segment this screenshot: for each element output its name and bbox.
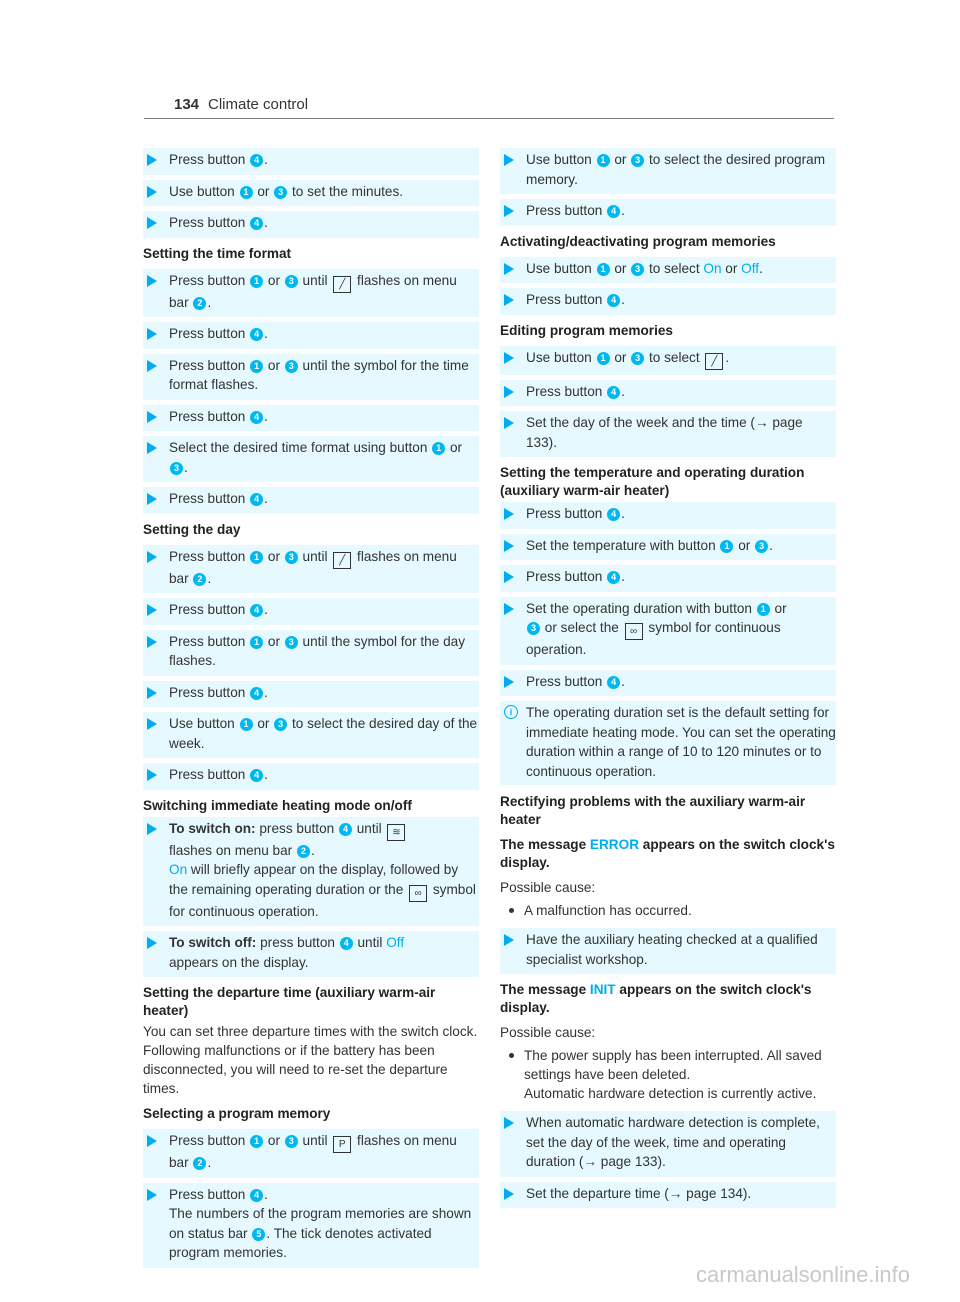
arrow-icon (147, 186, 157, 198)
heading-select-memory: Selecting a program memory (143, 1106, 331, 1121)
step (500, 597, 836, 665)
step: Press button 4 . (500, 288, 836, 315)
step-text: Press button (526, 673, 603, 689)
wrench-icon: ╱ (333, 276, 351, 293)
step-text: or (267, 272, 280, 288)
step-text: Press button (169, 215, 246, 230)
step-text: or (267, 548, 280, 564)
step-text: until the symbol for the time format flashes. (169, 357, 469, 392)
step: Press button 4 . The numbers of the program memories are shown on status bar 5 . The tick denotes activated program memories. (143, 1183, 479, 1268)
heading-text: appears on the switch clock's display. (500, 982, 812, 1015)
step: Press button 1 or 3 until ╱ flashes on menu bar 2 . (143, 269, 479, 318)
marker-1: 1 (432, 442, 445, 455)
step-text: The numbers of the program memories are shown on status bar (169, 1206, 472, 1241)
step-text: or (267, 1133, 280, 1148)
infinity-icon: ∞ (625, 623, 643, 640)
arrow-icon (147, 937, 157, 949)
arrow-icon (147, 493, 157, 505)
step-text: to select (648, 260, 700, 276)
marker-1: 1 (250, 360, 263, 373)
arrow-icon (147, 1189, 157, 1201)
marker-1: 1 (597, 352, 610, 365)
arrow-icon (147, 275, 157, 287)
step-text: until (302, 272, 328, 288)
step: Use button 1 or 3 to select On or Off. (500, 257, 836, 284)
step: Press button 1 or 3 until P flashes on menu bar 2 . (143, 1129, 479, 1178)
step-text: symbol for continuous operation. (169, 881, 476, 919)
info-note (500, 701, 836, 785)
step-text: or (257, 183, 270, 199)
arrow-icon (147, 328, 157, 340)
step-text: Press button (526, 569, 603, 584)
arrow-icon (147, 718, 157, 730)
step: Press button 4 . (500, 199, 836, 226)
marker-3: 3 (631, 352, 644, 365)
marker-4: 4 (250, 687, 263, 700)
marker-4: 4 (250, 1189, 263, 1202)
arrow-icon (147, 551, 157, 563)
program-icon: P (333, 1136, 351, 1153)
marker-1: 1 (250, 551, 263, 564)
arrow-icon (504, 386, 514, 398)
step: Select the desired time format using button 1 or 3 . (143, 436, 479, 482)
marker-4: 4 (607, 294, 620, 307)
step-text: or select the (544, 620, 619, 635)
step-text: until (302, 1133, 328, 1148)
page-header (144, 96, 834, 119)
marker-3: 3 (285, 275, 298, 288)
step: Press button 4 . (143, 405, 479, 432)
step-text: press button (260, 935, 335, 950)
watermark-url: carmanualsonline.info (695, 1262, 910, 1287)
arrow-icon (147, 769, 157, 781)
step-text: until the symbol for the day flashes. (169, 633, 466, 668)
bullet-text: Automatic hardware detection is currently active. (524, 1086, 817, 1101)
step-label: To switch off: (169, 935, 257, 950)
arrow-icon (504, 352, 514, 364)
status-on: On (169, 862, 188, 877)
marker-4: 4 (250, 154, 263, 167)
step-text: Press button (169, 408, 246, 424)
heading-departure-time: Setting the departure time (auxiliary warm-air heater) (143, 985, 436, 1018)
marker-4: 4 (250, 493, 263, 506)
marker-4: 4 (607, 508, 620, 521)
bullet-dot (509, 908, 514, 913)
marker-4: 4 (339, 823, 352, 836)
step-text: Press button (169, 491, 246, 506)
arrow-icon (147, 217, 157, 229)
step: Press button 4 . (143, 681, 479, 708)
info-icon: i (504, 705, 518, 719)
step-text: Use button (169, 716, 235, 731)
step (143, 630, 479, 676)
marker-2: 2 (193, 297, 206, 310)
step-text: to set the minutes. (291, 183, 404, 199)
heading-error-message (500, 836, 836, 872)
step (143, 180, 479, 207)
marker-4: 4 (250, 411, 263, 424)
marker-4: 4 (607, 205, 620, 218)
step-text: Press button (169, 633, 246, 649)
step: Press button 4 . (143, 148, 479, 175)
marker-3: 3 (631, 154, 644, 167)
arrow-icon (504, 263, 514, 275)
marker-2: 2 (193, 1157, 206, 1170)
marker-1: 1 (597, 154, 610, 167)
heading-text: The message (500, 982, 587, 997)
step-text: Press button (169, 1186, 246, 1202)
heating-icon: ≋ (387, 824, 405, 841)
step-text: The tick denotes activated program memories. (169, 1225, 432, 1260)
step: Press button 4 . (500, 670, 836, 697)
marker-2: 2 (297, 845, 310, 858)
status-off: Off (386, 935, 405, 950)
init-code: INIT (589, 982, 616, 997)
arrow-icon (147, 442, 157, 454)
marker-4: 4 (250, 769, 263, 782)
arrow-icon (147, 1135, 157, 1147)
step-text: or (257, 716, 270, 731)
step-text: Press button (169, 357, 246, 373)
marker-4: 4 (607, 571, 620, 584)
arrow-icon (147, 154, 157, 166)
marker-1: 1 (720, 540, 733, 553)
note-text: The operating duration set is the default setting for immediate heating mode. You can set the operating duration within a range of 10 to 120 minutes or to continuous operation. (526, 705, 836, 779)
step-text: to select (648, 349, 700, 365)
infinity-icon: ∞ (409, 885, 427, 902)
step (500, 928, 836, 974)
marker-1: 1 (250, 636, 263, 649)
marker-1: 1 (250, 275, 263, 288)
step (143, 931, 479, 977)
step (500, 148, 836, 194)
heading-day: Setting the day (143, 521, 241, 537)
step-text: to select the desired program memory. (526, 152, 826, 187)
wrench-icon: ╱ (333, 552, 351, 569)
step (143, 712, 479, 758)
step-text: or (449, 440, 463, 455)
error-code: ERROR (589, 837, 640, 852)
paragraph-departure: You can set three departure times with the switch clock. Following malfunctions or if the battery has been disconnected, you will need to re-set the departure times. (143, 1024, 478, 1096)
arrow-icon (147, 823, 157, 835)
step: Press button 4 . (500, 502, 836, 529)
step: Set the temperature with button 1 or 3 . (500, 534, 836, 561)
step-text: Press button (169, 152, 246, 167)
marker-3: 3 (285, 636, 298, 649)
marker-3: 3 (631, 263, 644, 276)
step-text: until (356, 820, 382, 836)
marker-3: 3 (755, 540, 768, 553)
step-text: flashes on menu bar (169, 272, 457, 310)
arrow-icon (504, 205, 514, 217)
bullet-item (500, 901, 836, 920)
step-text: until (302, 548, 328, 564)
step: Press button 4 . (143, 598, 479, 625)
step: Press button 4 . (143, 211, 479, 238)
step-text: flashes on menu bar (169, 842, 293, 858)
arrow-icon (504, 603, 514, 615)
step-text: symbol for continuous operation. (526, 620, 781, 657)
arrow-icon (504, 1188, 514, 1200)
section-title: Climate control (208, 96, 309, 113)
step: Press button 4 . (500, 565, 836, 592)
step-text: or (614, 152, 627, 167)
step-text: Set the day of the week and the time ( (526, 415, 755, 430)
step-text: Press button (526, 203, 603, 218)
heading-rectify-problems: Rectifying problems with the auxiliary warm-air heater (500, 794, 806, 827)
step (500, 1111, 836, 1177)
step: Press button 4 . (500, 380, 836, 407)
step: Press button 4 . (143, 322, 479, 349)
marker-5: 5 (252, 1228, 265, 1241)
arrow-icon (504, 417, 514, 429)
marker-3: 3 (285, 551, 298, 564)
step-text: Select the desired time format using button (169, 440, 428, 455)
page-number: 134 (174, 96, 200, 113)
step-text: Press button (169, 1133, 246, 1148)
marker-4: 4 (607, 386, 620, 399)
marker-1: 1 (250, 1135, 263, 1148)
step-text: or (267, 633, 280, 649)
step-text: Press button (169, 602, 246, 617)
marker-4: 4 (340, 937, 353, 950)
marker-3: 3 (285, 360, 298, 373)
step-text: or (614, 349, 627, 365)
possible-cause-label: Possible cause: (500, 880, 596, 895)
marker-3: 3 (274, 718, 287, 731)
arrow-icon (147, 604, 157, 616)
arrow-icon (504, 676, 514, 688)
step-text: or (725, 260, 738, 276)
marker-3: 3 (274, 186, 287, 199)
arrow-icon (147, 411, 157, 423)
step: Press button 4 . (143, 487, 479, 514)
step-text: Press button (526, 292, 603, 307)
bullet-dot (509, 1053, 514, 1058)
heading-time-format: Setting the time format (143, 245, 292, 261)
marker-4: 4 (250, 217, 263, 230)
bullet-item (500, 1046, 836, 1103)
bullet-text: The power supply has been interrupted. All saved settings have been deleted. (524, 1048, 822, 1082)
arrow-icon (504, 1117, 514, 1129)
step-text: will briefly appear on the display, followed by the remaining operating duration or the (169, 862, 459, 897)
marker-2: 2 (193, 573, 206, 586)
arrow-icon (147, 360, 157, 372)
arrow-icon (504, 508, 514, 520)
heading-temperature-duration: Setting the temperature and operating duration (auxiliary warm-air heater) (500, 465, 805, 498)
marker-3: 3 (285, 1135, 298, 1148)
arrow-icon (504, 540, 514, 552)
page-reference[interactable]: → page 133). (526, 415, 803, 450)
step (500, 1182, 836, 1209)
arrow-icon (504, 571, 514, 583)
marker-1: 1 (597, 263, 610, 276)
step-text: Set the operating duration with button (526, 600, 752, 616)
arrow-icon (147, 687, 157, 699)
possible-cause-label: Possible cause: (500, 1025, 596, 1040)
marker-1: 1 (240, 718, 253, 731)
heading-init-message (500, 981, 836, 1017)
heading-activate-memories: Activating/deactivating program memories (500, 233, 776, 249)
step: Use button 1 or 3 to select ╱ . (500, 346, 836, 375)
heading-immediate-heating: Switching immediate heating mode on/off (143, 797, 412, 813)
step: Press button 1 or 3 until ╱ flashes on menu bar 2 . (143, 545, 479, 594)
step-text: flashes on menu bar (169, 1133, 457, 1170)
step (143, 354, 479, 400)
step-text: until (357, 935, 383, 950)
marker-1: 1 (757, 603, 770, 616)
marker-3: 3 (527, 622, 540, 635)
left-column (143, 148, 479, 1273)
marker-4: 4 (250, 328, 263, 341)
arrow-icon (504, 934, 514, 946)
step: Press button 4 . (143, 763, 479, 790)
step-text: Have the auxiliary heating checked at a qualified specialist workshop. (526, 932, 818, 967)
step-text: appears on the display. (169, 954, 309, 970)
right-column (500, 148, 836, 1213)
step-text: Use button (526, 260, 592, 276)
step-text: Press button (169, 767, 246, 782)
marker-1: 1 (240, 186, 253, 199)
marker-4: 4 (607, 676, 620, 689)
step-text: Use button (526, 349, 592, 365)
step-text: Press button (526, 506, 603, 521)
heading-text: The message (500, 837, 587, 852)
step-text: Press button (169, 684, 246, 700)
step: To switch on: press button 4 until ≋ flashes on menu bar 2 . On will briefly appear on the display, followed by the remaining operating duration or the ∞ symbol for continuous operation. (143, 817, 479, 927)
step-label: To switch on: (169, 820, 256, 836)
arrow-icon (504, 154, 514, 166)
step-text: Use button (526, 152, 592, 167)
step-text: Use button (169, 183, 235, 199)
step-text: Press button (526, 383, 603, 399)
step (500, 411, 836, 457)
status-off: Off (741, 260, 760, 276)
step-text: or (738, 537, 751, 553)
step-text: Press button (169, 272, 246, 288)
status-on: On (703, 260, 722, 276)
step-text: or (614, 260, 627, 276)
step-text: or (774, 600, 787, 616)
step-text: Press button (169, 548, 246, 564)
heading-edit-memories: Editing program memories (500, 322, 673, 338)
arrow-icon (504, 294, 514, 306)
heading-text: appears on the switch clock's display. (500, 837, 835, 870)
step-text: or (267, 357, 280, 373)
step-text: to select the desired day of the week. (169, 716, 478, 751)
marker-3: 3 (170, 462, 183, 475)
step-text: When automatic hardware detection is complete, set the day of the week, time and operating duration (→ page 133). (526, 1115, 820, 1169)
bullet-text: A malfunction has occurred. (524, 903, 692, 918)
marker-4: 4 (250, 604, 263, 617)
step-text: Press button (169, 326, 246, 341)
arrow-icon (147, 636, 157, 648)
step-text: Set the temperature with button (526, 537, 716, 553)
step-text: Set the departure time (→ page 134). (526, 1185, 752, 1201)
step-text: flashes on menu bar (169, 548, 457, 586)
step-text: press button (259, 820, 335, 836)
wrench-icon: ╱ (705, 353, 723, 370)
